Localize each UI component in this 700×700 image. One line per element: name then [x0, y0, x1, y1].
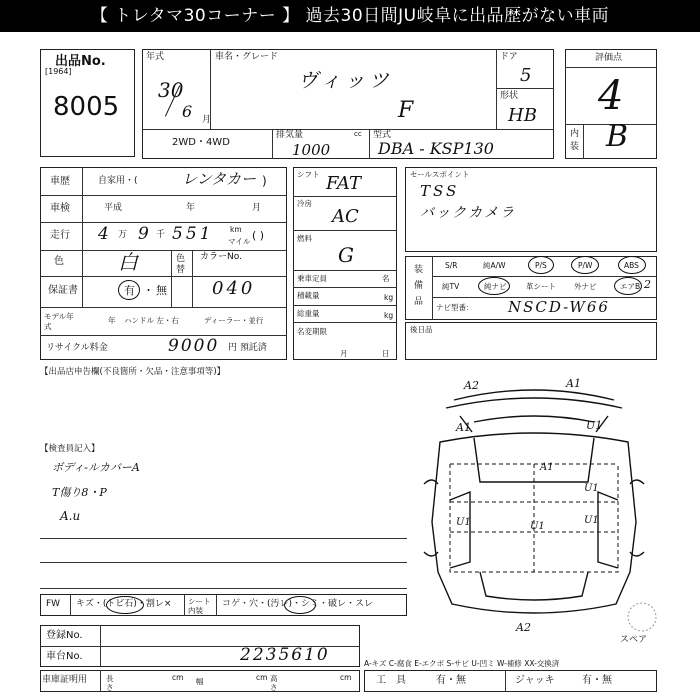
inspector-label: 【検査員記入】 — [40, 444, 100, 454]
month-value: 6 — [182, 102, 193, 121]
weight-label: 総重量 — [297, 309, 320, 318]
mileage-paren: ( ) — [252, 229, 265, 242]
mark-u1-right-mid: U1 — [584, 483, 599, 494]
history-value: レンタカー — [182, 170, 257, 188]
equip-ps-circle — [528, 256, 554, 274]
aircon-value: AC — [332, 206, 359, 227]
mileage-man: 万 — [118, 230, 128, 240]
equip-sr: S/R — [445, 261, 458, 270]
registration-label: 登録No. — [46, 630, 83, 641]
model-year-label: モデル年式 — [44, 312, 74, 331]
shaken-label: 車検 — [50, 203, 70, 214]
equip-airbag: エアB — [620, 282, 641, 291]
jack-label: ジャッキ — [515, 675, 555, 686]
equip-leather: 革シート — [526, 282, 556, 291]
model-code-value: DBA - KSP130 — [378, 139, 494, 158]
cert-height: 高さ — [270, 674, 278, 692]
name-change-day: 日 — [382, 349, 390, 358]
inspector-note-1: ボディ-ルカバーA — [52, 461, 140, 474]
color-label: 色 — [54, 256, 64, 267]
capacity-unit: 名 — [382, 274, 390, 283]
warranty-yes-circle — [118, 280, 140, 300]
shaken-month: 月 — [252, 203, 262, 213]
mileage-rest: 551 — [172, 224, 214, 244]
mileage-unit-mile: マイル — [228, 237, 251, 246]
history-options: 自家用・( — [98, 176, 138, 186]
lot-box — [40, 49, 135, 157]
navi-value: NSCD-W66 — [508, 298, 610, 316]
equip-navi-circle — [478, 277, 510, 295]
load-label: 積載量 — [297, 291, 320, 300]
displacement-value: 1000 — [292, 141, 331, 159]
equip-airbag-count: 2 — [644, 278, 651, 291]
cert-cm-2: cm — [256, 673, 268, 682]
navi-label: ナビ型番： — [436, 303, 474, 312]
equipment-label: 装備品 — [414, 265, 424, 307]
report-label: 【出品店申告欄(不良箇所・欠品・注意事項等)】 — [40, 367, 226, 377]
shaken-year: 年 — [186, 203, 196, 213]
load-unit: kg — [384, 293, 394, 302]
chassis-label: 車台No. — [46, 651, 83, 662]
fw-items: キズ・(トビ石)・割レ× — [76, 599, 172, 609]
lot-year-tag: [1964] — [45, 67, 72, 76]
tools-label: 工具 — [376, 675, 416, 686]
name-change-month: 月 — [340, 349, 348, 358]
equip-alloy: 純A/W — [483, 261, 506, 270]
mark-u1-right-front: U1 — [586, 419, 603, 432]
displacement-label: 排気量 — [276, 130, 304, 140]
equip-airbag-circle — [614, 277, 642, 295]
cert-cm-3: cm — [340, 673, 352, 682]
sales-point-label: セールスポイント — [410, 170, 470, 179]
equip-abs: ABS — [624, 261, 639, 270]
shape-value: HB — [508, 105, 537, 126]
shaken-era: 平成 — [104, 203, 123, 213]
equip-pw-circle — [571, 256, 599, 274]
weight-unit: kg — [384, 311, 394, 320]
mark-u1-center-rear: U1 — [530, 521, 545, 532]
shift-value: FAT — [326, 173, 361, 194]
name-change-label: 名変期限 — [297, 327, 327, 336]
jack-value: 有・無 — [582, 675, 612, 686]
score-label: 評価点 — [595, 53, 623, 63]
recycle-unit: 円 預託済 — [228, 343, 267, 353]
fuel-value: G — [338, 243, 354, 267]
recycle-label: リサイクル料金 — [46, 343, 108, 353]
warranty-label: 保証書 — [48, 285, 78, 296]
mark-a1-left-front: A1 — [456, 421, 471, 434]
equip-navi: 純ナビ — [484, 282, 507, 291]
month-unit: 月 — [202, 115, 212, 125]
interior-value: B — [606, 119, 629, 154]
sales-point-line-1: TSS — [420, 182, 460, 200]
grade-value: F — [398, 98, 414, 123]
mileage-label: 走行 — [50, 230, 70, 241]
spare-label: スペア — [620, 635, 648, 645]
fuel-label: 燃料 — [297, 234, 312, 243]
seat-items: コゲ・穴・(汚レ)・シミ・破レ・スレ — [222, 599, 374, 609]
cert-cm-1: cm — [172, 673, 184, 682]
door-value: 5 — [520, 65, 532, 86]
history-close: ) — [262, 174, 267, 188]
mileage-sen: 千 — [156, 230, 166, 240]
mark-a1-top-right: A1 — [566, 377, 581, 390]
fw-label: FW — [46, 599, 61, 609]
model-year-year: 年 — [108, 316, 116, 325]
lot-number: 8005 — [53, 92, 120, 122]
aircon-label: 冷房 — [297, 199, 312, 208]
mark-a2-bottom: A2 — [516, 621, 531, 634]
model-year-handle: ハンドル 左・右 — [124, 316, 179, 325]
seat-stain-circle — [284, 596, 316, 614]
displacement-unit: cc — [354, 130, 362, 138]
year-value: 30 — [158, 78, 184, 102]
lot-label: 出品No. — [55, 54, 106, 69]
car-name-value: ヴィッツ — [298, 68, 393, 92]
warranty-dot: ・ — [143, 284, 154, 297]
sales-point-line-2: バックカメラ — [420, 205, 516, 221]
cert-width: 幅 — [196, 677, 204, 686]
tools-value: 有・無 — [436, 675, 466, 686]
shape-label: 形状 — [500, 91, 519, 101]
mark-a1-center: A1 — [540, 462, 554, 473]
rear-item-label: 後日品 — [410, 325, 433, 334]
title-banner: 【 トレタマ30コーナー 】 過去30日間JU岐阜に出品歴がない車両 — [0, 0, 700, 32]
equip-tv: 純TV — [442, 282, 460, 291]
color-exchange-label: 色替 — [176, 254, 186, 275]
mark-a2-top-left: A2 — [464, 379, 479, 392]
shift-label: シフト — [297, 170, 320, 179]
equip-pw: P/W — [578, 261, 593, 270]
drive-label: 2WD・4WD — [172, 137, 230, 148]
mileage-sen-prefix: 9 — [138, 224, 149, 244]
rear-item-box — [405, 322, 657, 360]
mark-u1-left-rear: U1 — [456, 517, 471, 528]
inspector-note-3: A.u — [60, 509, 81, 523]
inspector-note-2: T傷り8・P — [52, 486, 107, 499]
mark-u1-right-rear: U1 — [584, 515, 599, 526]
seat-label: シート内装 — [188, 597, 211, 615]
mileage-unit-km: km — [230, 225, 242, 234]
warranty-no: 無 — [156, 284, 167, 297]
warranty-yes: 有 — [124, 284, 135, 297]
score-value: 4 — [598, 73, 624, 119]
history-label: 車歴 — [50, 176, 70, 187]
cert-length: 長さ — [106, 674, 114, 692]
equip-abs-circle — [618, 256, 646, 274]
year-label: 年式 — [146, 52, 165, 62]
cert-label: 車庫証明用 — [42, 675, 88, 685]
car-damage-diagram — [410, 372, 658, 642]
fw-tobi-circle — [106, 596, 144, 614]
capacity-label: 乗車定員 — [297, 274, 327, 283]
color-no-label: カラーNo. — [200, 252, 242, 262]
color-no-value: 040 — [212, 278, 256, 299]
damage-legend: A-キズ C-腐食 E-エクボ S-サビ U-凹ミ W-補修 XX-交換済 — [364, 659, 560, 668]
chassis-value: 2235610 — [240, 645, 330, 665]
recycle-value: 9000 — [168, 336, 220, 356]
interior-label: 内装 — [570, 129, 580, 152]
car-name-label: 車名・グレード — [215, 52, 279, 62]
model-code-label: 型式 — [373, 130, 392, 140]
door-label: ドア — [500, 52, 518, 62]
color-value: 白 — [118, 250, 138, 274]
equip-ext-navi: 外ナビ — [574, 282, 597, 291]
model-year-dealer: ディーラー・並行 — [204, 316, 264, 325]
mileage-man-prefix: 4 — [98, 224, 109, 244]
equip-ps: P/S — [535, 261, 547, 270]
